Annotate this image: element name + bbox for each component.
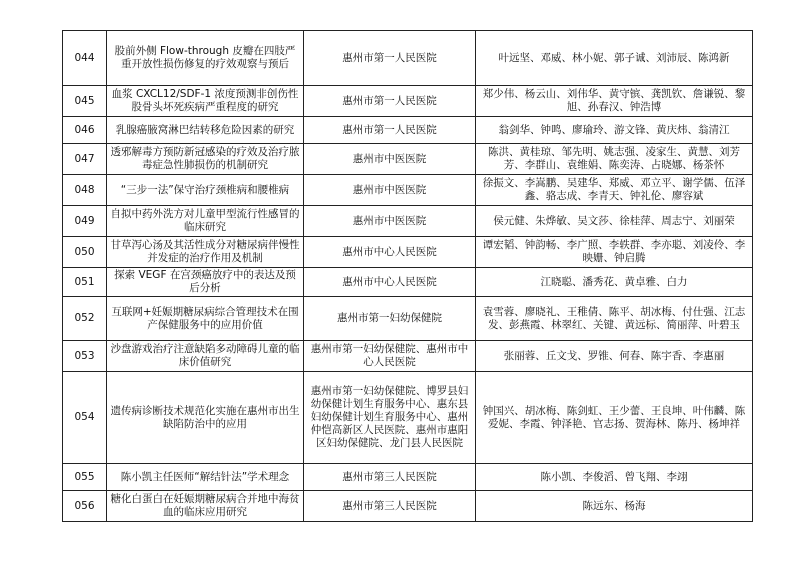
project-title: 遗传病诊断技术规范化实施在惠州市出生缺陷防治中的应用 [107, 372, 304, 464]
row-number: 047 [63, 144, 107, 175]
project-title: 股前外侧 Flow-through 皮瓣在四肢严重开放性损伤修复的疗效观察与预后 [107, 31, 304, 86]
members: 陈小凯、李俊滔、曾飞翔、李翊 [476, 464, 753, 491]
members: 侯元健、朱烨敏、吴文莎、徐桂萍、周志宁、刘丽荣 [476, 206, 753, 237]
row-number: 044 [63, 31, 107, 86]
unit-name: 惠州市第三人民医院 [304, 491, 476, 522]
members: 张丽蓉、丘文戈、罗锥、何春、陈宇香、李惠丽 [476, 341, 753, 372]
members: 陈远东、杨海 [476, 491, 753, 522]
row-number: 045 [63, 86, 107, 117]
members: 谭宏韬、钟韵畅、李广照、李轶群、李亦聪、刘凌伶、李映姗、钟启腾 [476, 237, 753, 268]
unit-name: 惠州市中心人民医院 [304, 237, 476, 268]
row-number: 051 [63, 268, 107, 297]
project-title: 糖化白蛋白在妊娠期糖尿病合并地中海贫血的临床应用研究 [107, 491, 304, 522]
unit-name: 惠州市第一妇幼保健院、博罗县妇幼保健计划生育服务中心、惠东县妇幼保健计划生育服务中心、惠州仲恺高新区人民医院、惠州市惠阳区妇幼保健院、龙门县人民医院 [304, 372, 476, 464]
project-title: 沙盘游戏治疗注意缺陷多动障碍儿童的临床价值研究 [107, 341, 304, 372]
table-row [63, 31, 753, 86]
project-title: 探索 VEGF 在宫颈癌放疗中的表达及预后分析 [107, 268, 304, 297]
table-row [63, 86, 753, 117]
members: 翁剑华、钟鸣、廖瑜玲、游文锋、黄庆炜、翁清江 [476, 117, 753, 144]
project-title: 乳腺癌腋窝淋巴结转移危险因素的研究 [107, 117, 304, 144]
row-number: 048 [63, 175, 107, 206]
table-row [63, 117, 753, 144]
unit-name: 惠州市第一人民医院 [304, 86, 476, 117]
row-number: 055 [63, 464, 107, 491]
row-number: 054 [63, 372, 107, 464]
members: 叶远坚、邓威、林小妮、郭子诚、刘沛辰、陈鸿新 [476, 31, 753, 86]
table-row [63, 297, 753, 341]
project-title: 互联网+妊娠期糖尿病综合管理技术在围产保健服务中的应用价值 [107, 297, 304, 341]
unit-name: 惠州市中心人民医院 [304, 268, 476, 297]
project-title: 血浆 CXCL12/SDF-1 浓度预测非创伤性股骨头坏死疾病严重程度的研究 [107, 86, 304, 117]
unit-name: 惠州市中医医院 [304, 175, 476, 206]
project-title: 甘草泻心汤及其活性成分对糖尿病伴慢性并发症的治疗作用及机制 [107, 237, 304, 268]
row-number: 052 [63, 297, 107, 341]
row-number: 049 [63, 206, 107, 237]
table-row [63, 464, 753, 491]
unit-name: 惠州市中医医院 [304, 206, 476, 237]
table-row [63, 206, 753, 237]
project-title: 自拟中药外洗方对儿童甲型流行性感冒的临床研究 [107, 206, 304, 237]
members: 钟国兴、胡冰梅、陈剑虹、王少蕾、王良坤、叶伟麟、陈爱妮、李霞、钟泽艳、官志扬、贺海林、陈丹、杨坤祥 [476, 372, 753, 464]
table-row [63, 175, 753, 206]
project-table [62, 30, 753, 522]
table-row [63, 341, 753, 372]
members: 徐振文、李嵩鹏、吴建华、郑威、邓立平、谢学儒、伍泽鑫、骆志成、李青天、钟礼伦、廖容斌 [476, 175, 753, 206]
row-number: 046 [63, 117, 107, 144]
table-row [63, 372, 753, 464]
members: 郑少伟、杨云山、刘伟华、黄守镔、龚凯钦、詹谦锐、黎旭、孙春汉、钟浩博 [476, 86, 753, 117]
table-row [63, 237, 753, 268]
row-number: 056 [63, 491, 107, 522]
row-number: 053 [63, 341, 107, 372]
unit-name: 惠州市第一妇幼保健院、惠州市中心人民医院 [304, 341, 476, 372]
members: 陈洪、黄桂琼、邹先明、姚志强、凌家生、黄慧、刘芳芳、李群山、袁维娟、陈奕涛、占晓娜、杨茶怀 [476, 144, 753, 175]
members: 江晓聪、潘秀花、黄卓雅、白力 [476, 268, 753, 297]
members: 袁雪蓉、廖晓礼、王稚倩、陈平、胡冰梅、付仕强、江志发、彭燕霞、林翠红、关键、黄远标、简丽萍、叶碧玉 [476, 297, 753, 341]
project-title: “三步一法”保守治疗颈椎病和腰椎病 [107, 175, 304, 206]
unit-name: 惠州市第三人民医院 [304, 464, 476, 491]
project-title: 陈小凯主任医师“解结针法”学术理念 [107, 464, 304, 491]
project-title: 透邪解毒方预防新冠感染的疗效及治疗脓毒症急性肺损伤的机制研究 [107, 144, 304, 175]
unit-name: 惠州市第一妇幼保健院 [304, 297, 476, 341]
table-row [63, 491, 753, 522]
row-number: 050 [63, 237, 107, 268]
table-row [63, 144, 753, 175]
unit-name: 惠州市第一人民医院 [304, 31, 476, 86]
unit-name: 惠州市第一人民医院 [304, 117, 476, 144]
table-row [63, 268, 753, 297]
unit-name: 惠州市中医医院 [304, 144, 476, 175]
